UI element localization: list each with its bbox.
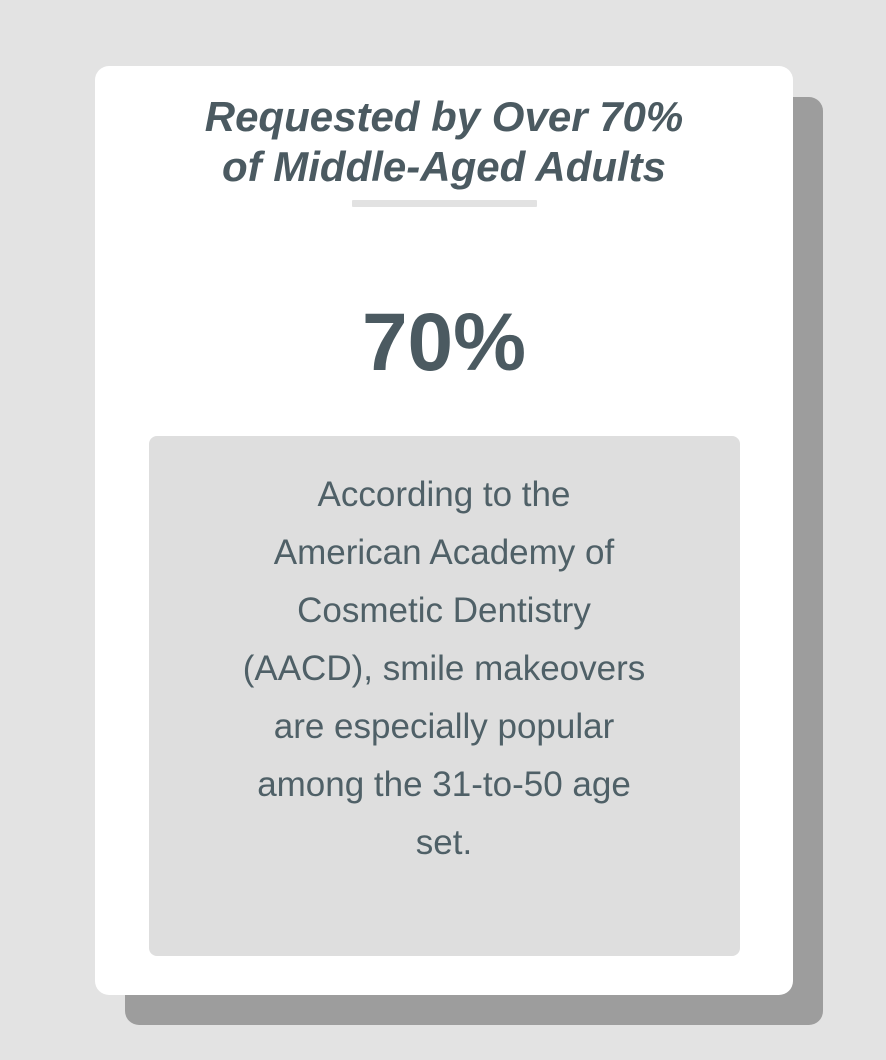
callout-text-line: among the 31-to-50 age [257,765,631,804]
stat-card [95,66,793,995]
card-title-line1: Requested by Over 70% [204,93,684,140]
callout-text-line: According to the [317,475,571,514]
card-title [205,92,684,192]
stat-value: 70% [361,297,527,388]
callout-box [149,436,740,956]
callout-text-line: (AACD), smile makeovers [242,649,646,688]
callout-text-line: set. [415,823,473,862]
title-underline-divider [352,200,537,207]
callout-text [149,466,740,872]
callout-text-line: Cosmetic Dentistry [297,591,591,630]
callout-text-line: American Academy of [273,533,615,572]
callout-text-line: are especially popular [273,707,615,746]
card-title-line2: of Middle-Aged Adults [221,143,667,190]
